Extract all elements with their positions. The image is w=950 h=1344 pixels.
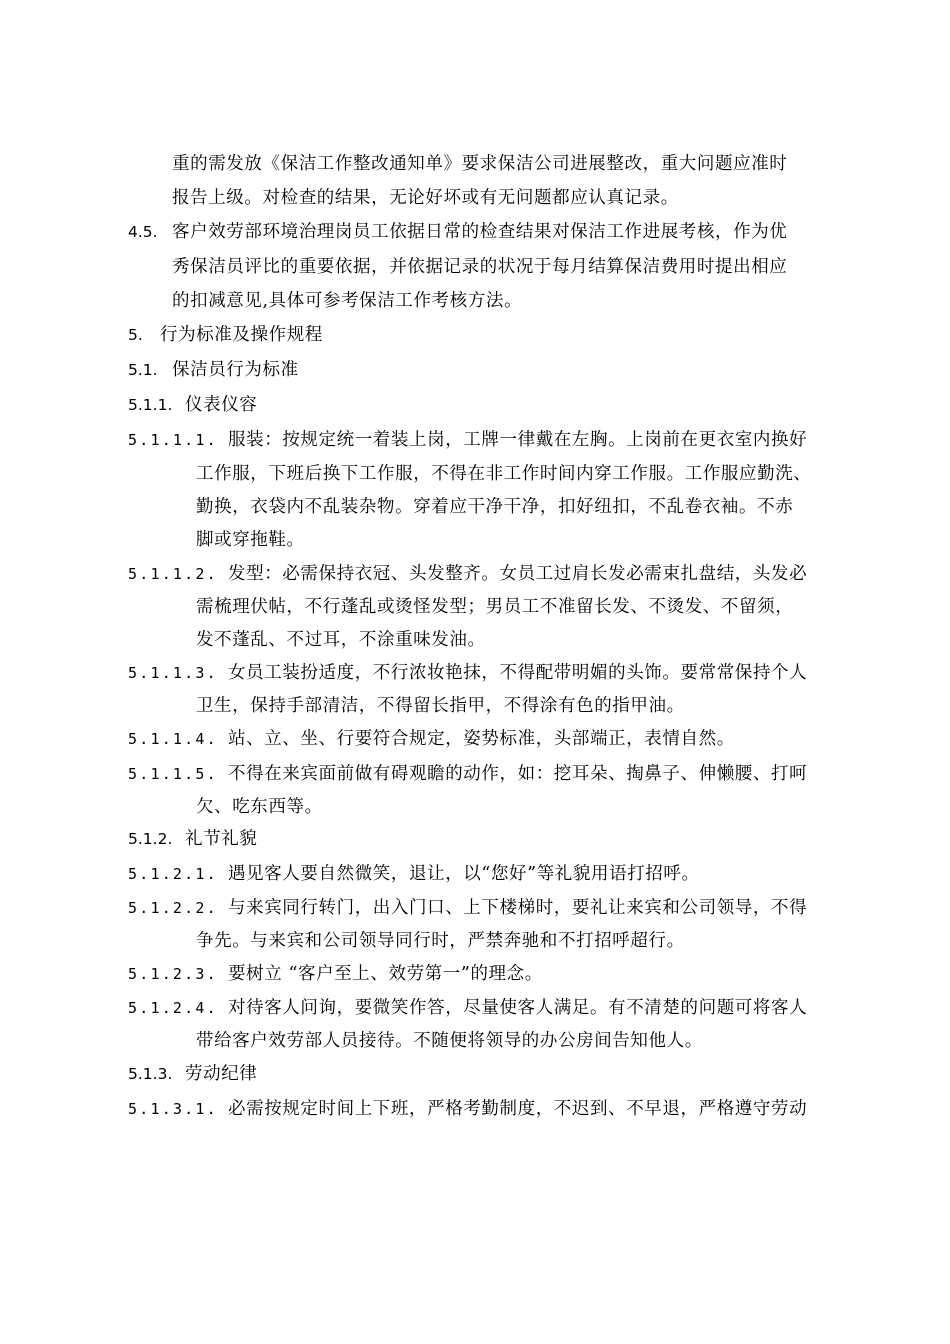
paragraph-line: 卫生，保持手部清洁，不得留长指甲，不得涂有色的指甲油。 xyxy=(196,696,685,716)
section-number: 5.1. xyxy=(128,361,158,379)
paragraph-line: 不得在来宾面前做有碍观瞻的动作，如：挖耳朵、掏鼻子、伸懒腰、打呵 xyxy=(228,764,808,784)
item-number: 5.1.1.3. xyxy=(128,664,218,682)
item-number: 5.1.3.1. xyxy=(128,1100,218,1118)
paragraph-line: 报告上级。对检查的结果，无论好坏或有无问题都应认真记录。 xyxy=(172,188,679,208)
section-number: 5.1.2. xyxy=(128,830,173,848)
paragraph-line: 脚或穿拖鞋。 xyxy=(196,530,305,550)
paragraph-line: 工作服，下班后换下工作服，不得在非工作时间内穿工作服。工作服应勤洗、 xyxy=(196,464,812,484)
section-number: 5.1.3. xyxy=(128,1065,173,1083)
item-number: 5.1.1.5. xyxy=(128,765,218,783)
section-number: 4.5. xyxy=(128,223,158,241)
section-heading: 保洁员行为标准 xyxy=(172,360,299,380)
paragraph-line: 与来宾同行转门，出入门口、上下楼梯时，要礼让来宾和公司领导，不得 xyxy=(228,898,808,918)
paragraph-line: 的扣减意见,具体可参考保洁工作考核方法。 xyxy=(172,291,523,311)
section-heading: 劳动纪律 xyxy=(185,1064,258,1084)
paragraph-line: 必需按规定时间上下班，严格考勤制度，不迟到、不早退，严格遵守劳动 xyxy=(228,1099,808,1119)
paragraph-line: 客户效劳部环境治理岗员工依据日常的检查结果对保洁工作进展考核，作为优 xyxy=(172,222,788,242)
paragraph-line: 女员工装扮适度，不行浓妆艳抹，不得配带明媚的头饰。要常常保持个人 xyxy=(228,663,808,683)
paragraph-line: 遇见客人要自然微笑，退让，以“您好”等礼貌用语打招呼。 xyxy=(228,864,700,884)
paragraph-line: 勤换，衣袋内不乱装杂物。穿着应干净干净，扣好纽扣，不乱卷衣袖。不赤 xyxy=(196,497,794,517)
paragraph-line: 要树立 “客户至上、效劳第一”的理念。 xyxy=(228,964,543,984)
paragraph-line: 欠、吃东西等。 xyxy=(196,797,323,817)
paragraph-line: 带给客户效劳部人员接待。不随便将领导的办公房间告知他人。 xyxy=(196,1031,703,1051)
item-number: 5.1.1.1. xyxy=(128,431,218,449)
section-number: 5.1.1. xyxy=(128,396,173,414)
paragraph-line: 发型：必需保持衣冠、头发整齐。女员工过肩长发必需束扎盘结，头发必 xyxy=(228,564,808,584)
section-heading: 仪表仪容 xyxy=(185,395,258,415)
paragraph-line: 对待客人问询，要微笑作答，尽量使客人满足。有不清楚的问题可将客人 xyxy=(228,998,808,1018)
paragraph-line: 发不蓬乱、不过耳，不涂重味发油。 xyxy=(196,630,486,650)
section-number: 5. xyxy=(128,326,143,344)
paragraph-line: 秀保洁员评比的重要依据，并依据记录的状况于每月结算保洁费用时提出相应 xyxy=(172,257,788,277)
item-number: 5.1.2.1. xyxy=(128,865,218,883)
item-number: 5.1.2.2. xyxy=(128,899,218,917)
paragraph-line: 争先。与来宾和公司领导同行时，严禁奔驰和不打招呼超行。 xyxy=(196,931,685,951)
section-heading: 礼节礼貌 xyxy=(185,829,258,849)
item-number: 5.1.1.2. xyxy=(128,565,218,583)
section-heading: 行为标准及操作规程 xyxy=(160,325,323,345)
paragraph-line: 站、立、坐、行要符合规定，姿势标准，头部端正，表情自然。 xyxy=(228,729,735,749)
paragraph-line: 需梳理伏帖，不行蓬乱或烫怪发型；男员工不准留长发、不烫发、不留须， xyxy=(196,597,794,617)
item-number: 5.1.2.3. xyxy=(128,965,218,983)
paragraph-line: 服装：按规定统一着装上岗，工牌一律戴在左胸。上岗前在更衣室内换好 xyxy=(228,430,808,450)
item-number: 5.1.1.4. xyxy=(128,730,218,748)
item-number: 5.1.2.4. xyxy=(128,999,218,1017)
paragraph-line: 重的需发放《保洁工作整改通知单》要求保洁公司进展整改，重大问题应准时 xyxy=(172,154,788,174)
